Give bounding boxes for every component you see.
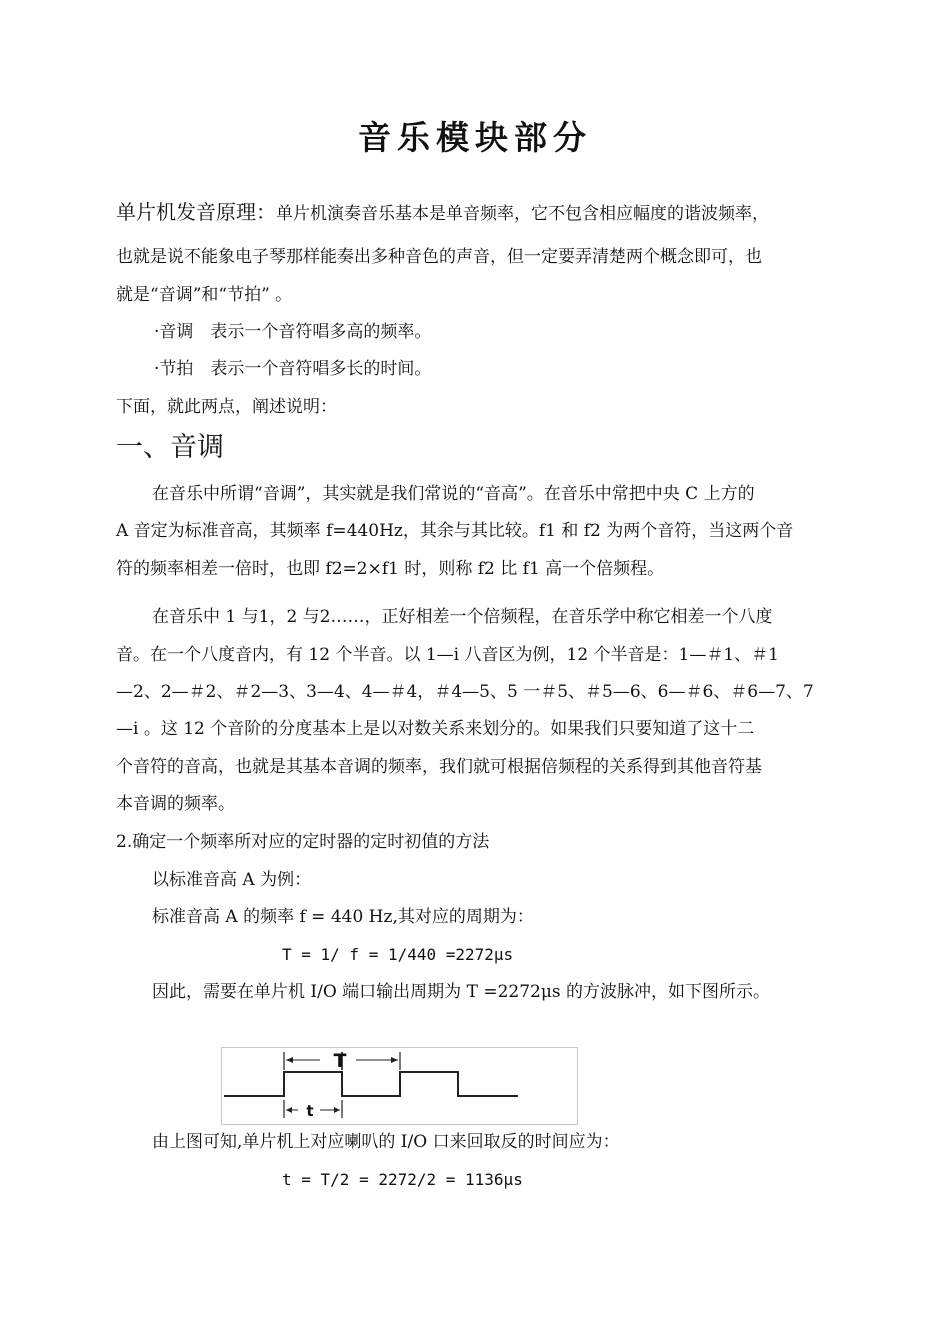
text-line: 标准音高 A 的频率 f = 440 Hz,其对应的周期为： [152,907,534,927]
bullet-beat: ·节拍 表示一个音符唱多长的时间。 [154,359,432,379]
section-heading-timer: 2.确定一个频率所对应的定时器的定时初值的方法 [116,832,490,852]
paragraph-line: 音。在一个八度音内，有 12 个半音。以 1—i 八音区为例，12 个半音是：1—＃1、＃1 [116,645,779,665]
half-arrowhead-right [334,1107,340,1113]
intro-line-3: 就是“音调”和“节拍” 。 [116,285,293,305]
period-label: T [333,1050,347,1072]
intro-line-4: 下面，就此两点，阐述说明： [116,397,337,417]
paragraph-line: 个音符的音高，也就是其基本音调的频率，我们就可根据倍频程的关系得到其他音符基 [116,757,762,777]
bullet-pitch: ·音调 表示一个音符唱多高的频率。 [154,322,432,342]
square-wave-line [224,1072,518,1096]
paragraph-line: 符的频率相差一倍时，也即 f2=2×f1 时，则称 f2 比 f1 高一个倍频程。 [116,559,665,579]
intro-line-2: 也就是说不能象电子琴那样能奏出多种音色的声音，但一定要弄清楚两个概念即可，也 [116,247,762,267]
text-line: 以标准音高 A 为例： [152,870,312,890]
half-arrowhead-left [286,1107,292,1113]
period-arrowhead-right [391,1057,398,1063]
formula-half-period: t = T/2 = 2272/2 = 1136μs [282,1170,523,1189]
paragraph-line: —2、2—＃2、＃2—3、3—4、4—＃4，＃4—5、5 一＃5、＃5—6、6—＃6、＃6—7、7 [116,682,814,702]
formula-period: T = 1/ f = 1/440 =2272μs [282,945,514,964]
intro-text-1: 单片机演奏音乐基本是单音频率，它不包含相应幅度的谐波频率， [276,204,769,224]
intro-lead: 单片机发音原理： [116,200,276,224]
square-wave-diagram [222,1048,577,1124]
half-period-label: t [306,1102,314,1120]
paragraph-line: —i 。这 12 个音阶的分度基本上是以对数关系来划分的。如果我们只要知道了这十二 [116,719,755,739]
paragraph-line: 本音调的频率。 [116,794,235,814]
page-title: 音乐模块部分 [358,118,592,157]
intro-line-1 [116,202,769,224]
text-line: 因此，需要在单片机 I/O 端口输出周期为 T =2272μs 的方波脉冲，如下图所示。 [152,982,771,1002]
text-line: 由上图可知,单片机上对应喇叭的 I/O 口来回取反的时间应为： [152,1132,620,1152]
paragraph-line: 在音乐中 1 与1，2 与2……，正好相差一个倍频程，在音乐学中称它相差一个八度 [152,607,773,627]
section-heading-pitch: 一、音调 [116,432,224,463]
paragraph-line: 在音乐中所谓“音调”，其实就是我们常说的“音高”。在音乐中常把中央 C 上方的 [152,484,755,504]
square-wave-figure [221,1047,578,1125]
period-arrowhead-left [286,1057,293,1063]
paragraph-line: A 音定为标准音高，其频率 f=440Hz，其余与其比较。f1 和 f2 为两个音符，当这两个音 [116,521,794,541]
